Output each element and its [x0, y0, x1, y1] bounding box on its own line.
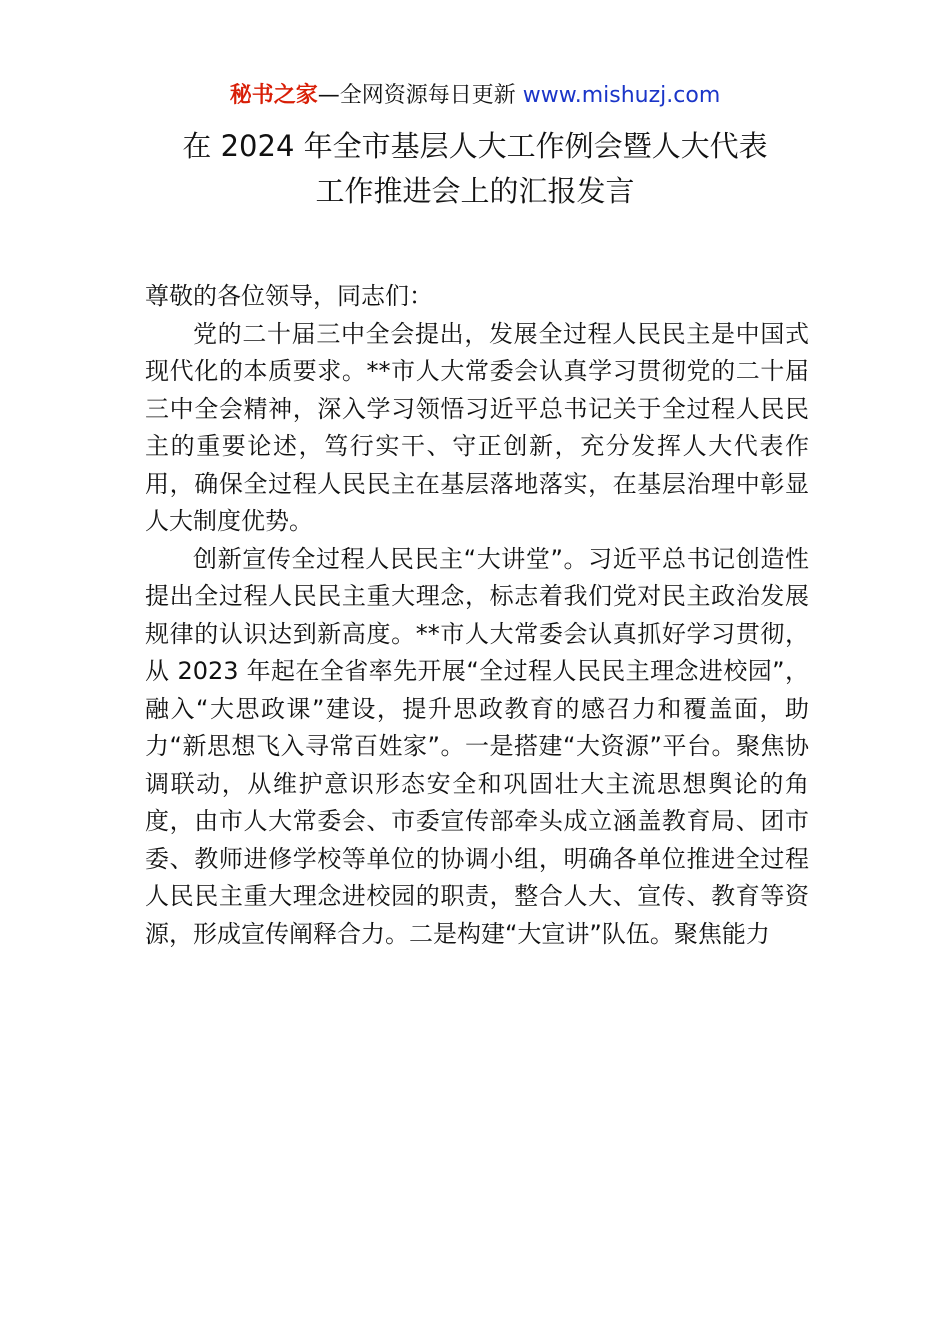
- site-link[interactable]: www.mishuzj.com: [522, 83, 721, 108]
- brand-name: 秘书之家: [229, 83, 318, 108]
- paragraph-1: 党的二十届三中全会提出，发展全过程人民民主是中国式现代化的本质要求。**市人大常委会认真学习贯彻党的二十届三中全会精神，深入学习领悟习近平总书记关于全过程人民民主的重要论述，笃行实干、守正创新，充分发挥人大代表作用，确保全过程人民民主在基层落地落实，在基层治理中彰显人大制度优势。: [145, 319, 809, 535]
- site-header: [0, 80, 950, 112]
- document-body: [145, 278, 809, 953]
- header-slogan: —全网资源每日更新: [317, 83, 516, 108]
- title-line-2: 工作推进会上的汇报发言: [315, 174, 635, 208]
- title-line-1: 在 2024 年全市基层人大工作例会暨人大代表: [182, 129, 768, 163]
- paragraph-2: 创新宣传全过程人民民主“大讲堂”。习近平总书记创造性提出全过程人民民主重大理念，标志着我们党对民主政治发展规律的认识达到新高度。**市人大常委会认真抓好学习贯彻，从 2023 年起在全省率先开展“全过程人民民主理念进校园”，融入“大思政课”建设，提升思政教育的感召力和覆盖面，助力“新思想飞入寻常百姓家”。一是搭建“大资源”平台。聚焦协调联动，从维护意识形态安全和巩固壮大主流思想舆论的角度，由市人大常委会、市委宣传部牵头成立涵盖教育局、团市委、教师进修学校等单位的协调小组，明确各单位推进全过程人民民主重大理念进校园的职责，整合人大、宣传、教育等资源，形成宣传阐释合力。二是构建“大宣讲”队伍。聚焦能力: [145, 544, 809, 948]
- salutation: 尊敬的各位领导，同志们：: [145, 282, 433, 310]
- document-title: [0, 124, 950, 214]
